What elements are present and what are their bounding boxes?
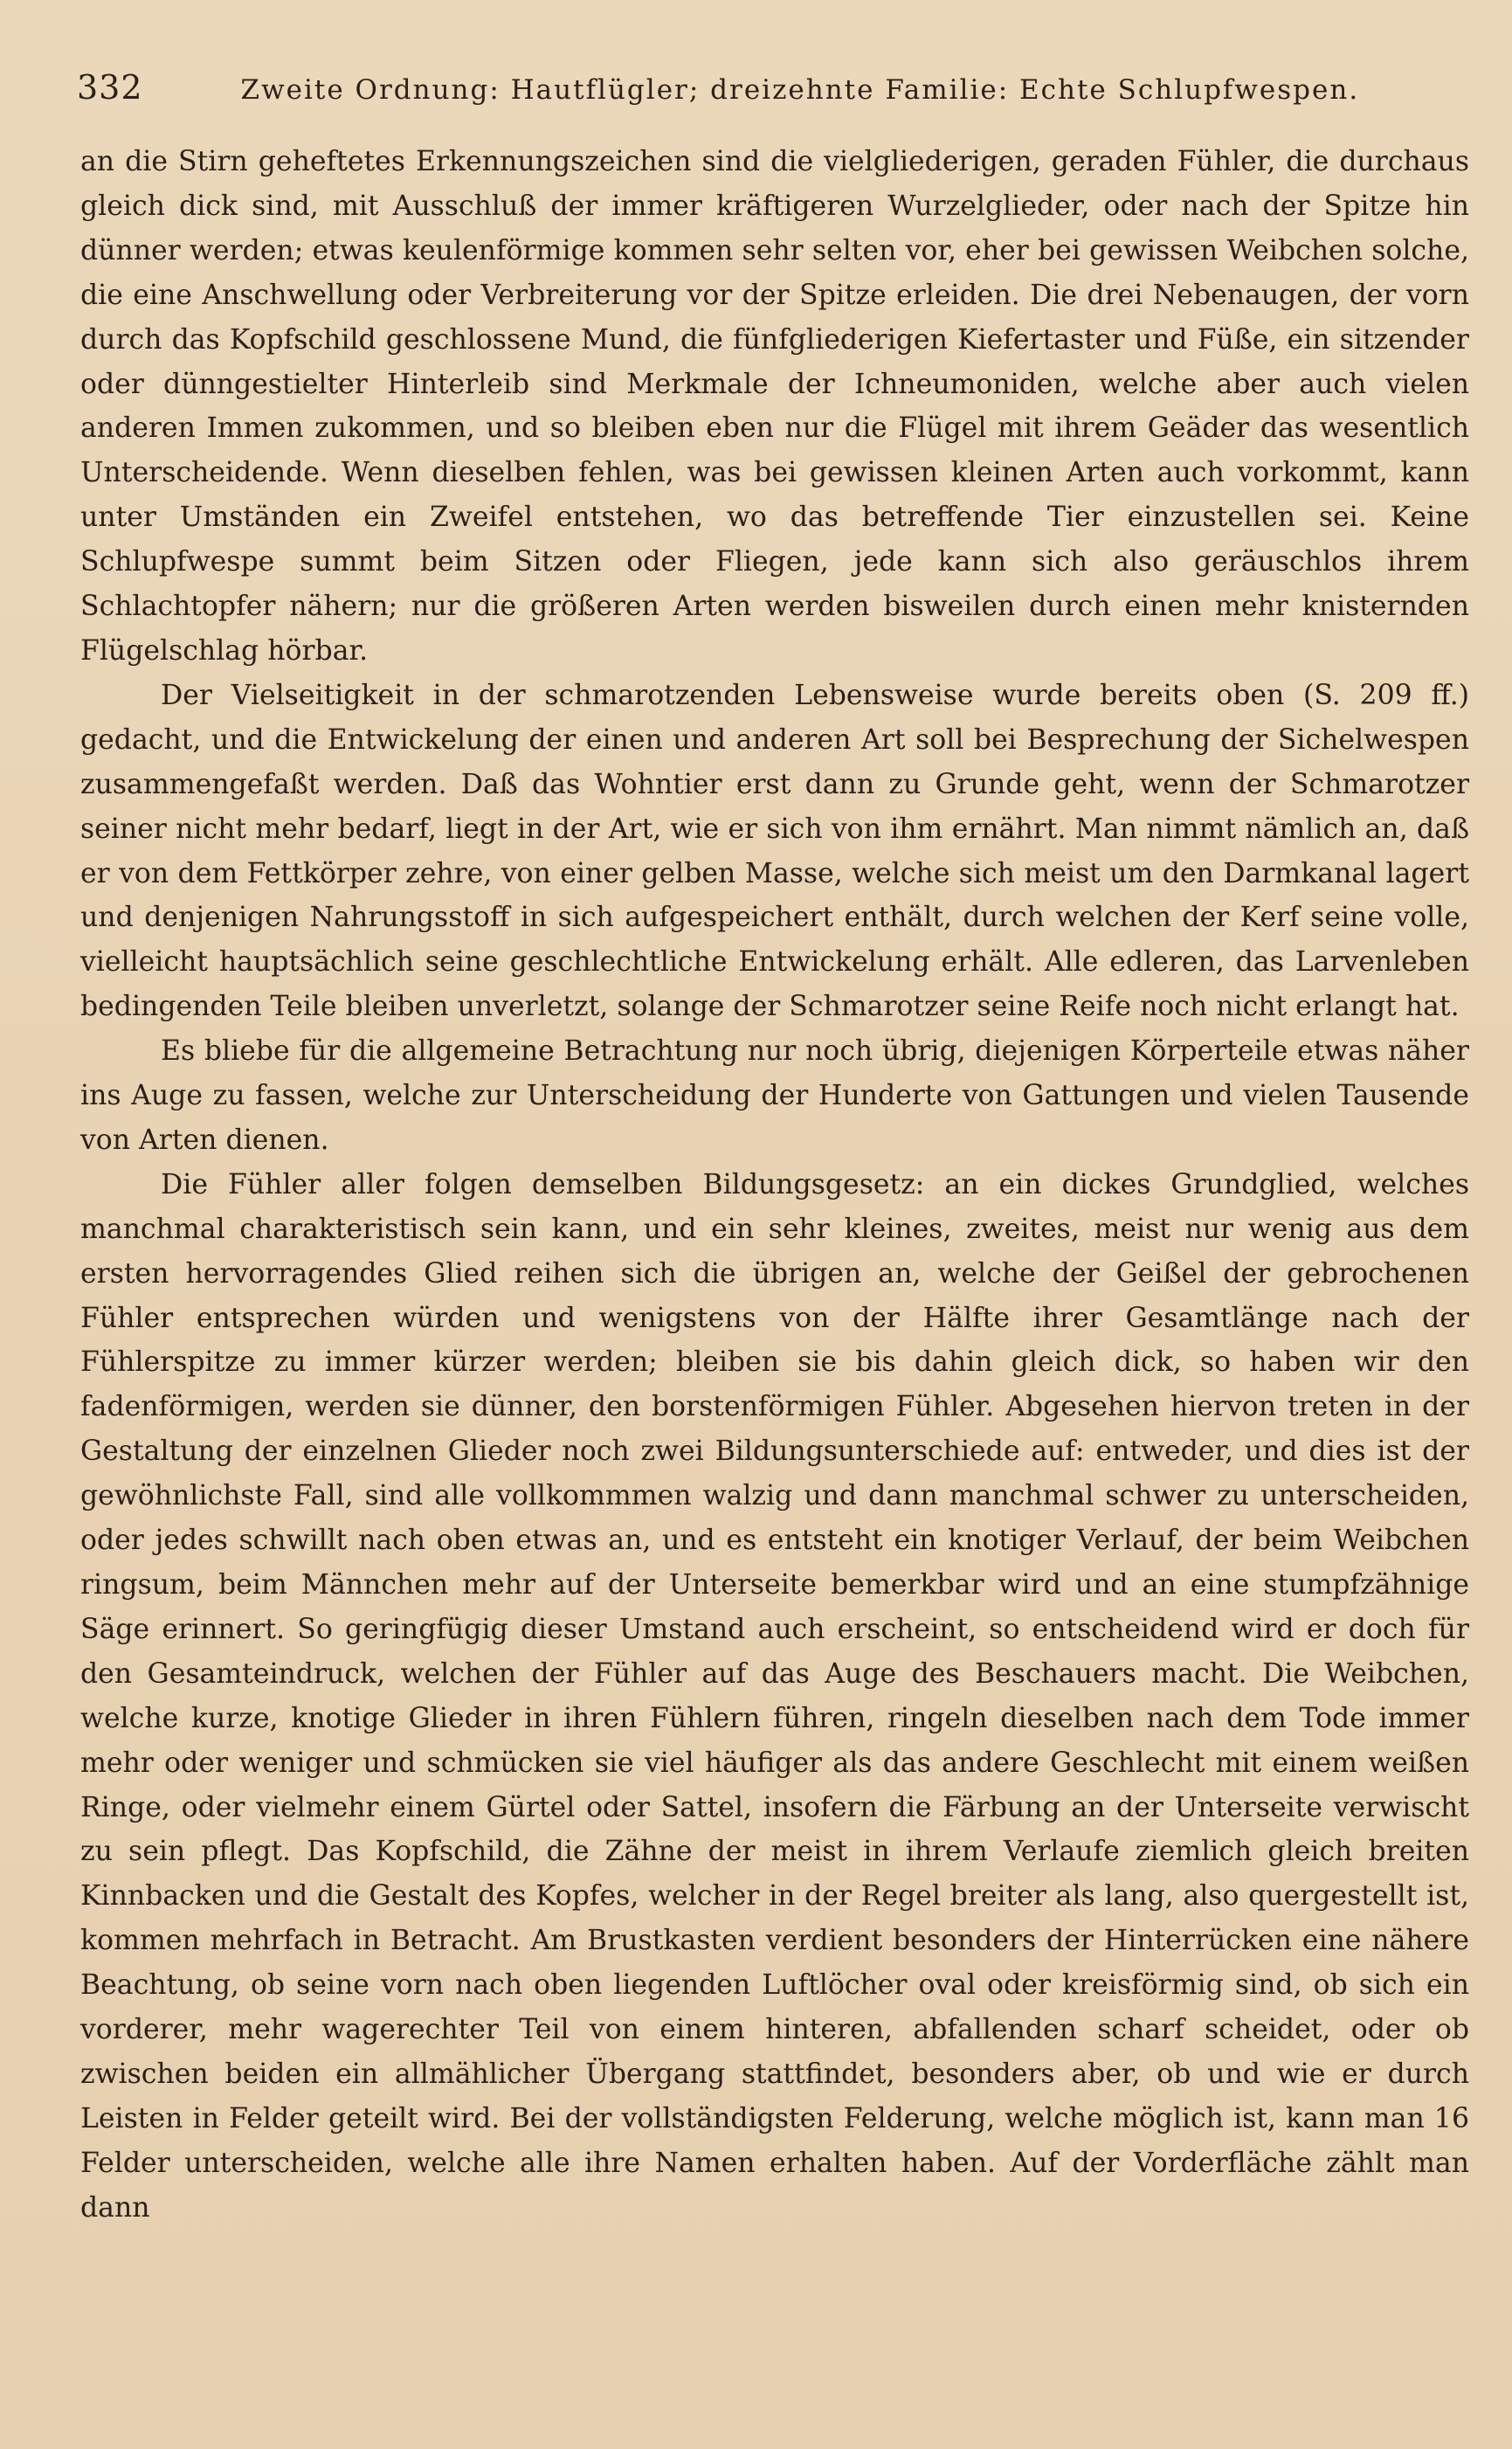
page-number: 332 bbox=[77, 68, 143, 107]
paragraph-continued: an die Stirn geheftetes Erkennungszeichen sind die vielgliederigen, geraden Fühler, die durchaus gleich dick sind, mit Ausschluß der immer kräftigeren Wurzelglieder, oder nach der Spitze hin dünner werden; etwas keulenförmige kommen sehr selten vor, eher bei gewissen Weibchen solche, die eine Anschwellung oder Verbreiterung vor der Spitze erleiden. Die drei Nebenaugen, der vorn durch das Kopfschild geschlossene Mund, die fünfgliederigen Kiefertaster und Füße, ein sitzender oder dünngestielter Hinterleib sind Merkmale der Ichneumoniden, welche aber auch vielen anderen Immen zukommen, und so bleiben eben nur die Flügel mit ihrem Geäder das wesentlich Unterscheidende. Wenn dieselben fehlen, was bei gewissen kleinen Arten auch vorkommt, kann unter Umständen ein Zweifel entstehen, wo das betreffende Tier einzustellen sei. Keine Schlupfwespe summt beim Sitzen oder Fliegen, jede kann sich also geräuschlos ihrem Schlachtopfer nähern; nur die größeren Arten werden bisweilen durch einen mehr knisternden Flügelschlag hörbar. bbox=[80, 146, 1469, 667]
body-text bbox=[80, 140, 1469, 2231]
paragraph: Der Vielseitigkeit in der schmarotzenden Lebensweise wurde bereits oben (S. 209 ff.) gedacht, und die Entwickelung der einen und anderen Art soll bei Besprechung der Sichelwespen zusammengefaßt werden. Daß das Wohntier erst dann zu Grunde geht, wenn der Schmarotzer seiner nicht mehr bedarf, liegt in der Art, wie er sich von ihm ernährt. Man nimmt nämlich an, daß er von dem Fettkörper zehre, von einer gelben Masse, welche sich meist um den Darmkanal lagert und denjenigen Nahrungsstoff in sich aufgespeichert enthält, durch welchen der Kerf seine volle, vielleicht hauptsächlich seine geschlechtliche Entwickelung erhält. Alle edleren, das Larvenleben bedingenden Teile bleiben unverletzt, solange der Schmarotzer seine Reife noch nicht erlangt hat. bbox=[80, 679, 1469, 1023]
page-header bbox=[77, 68, 1466, 117]
running-head: Zweite Ordnung: Hautflügler; dreizehnte Familie: Echte Schlupfwespen. bbox=[240, 74, 1360, 106]
paragraph: Die Fühler aller folgen demselben Bildungsgesetz: an ein dickes Grundglied, welches manchmal charakteristisch sein kann, und ein sehr kleines, zweites, meist nur wenig aus dem ersten hervorragendes Glied reihen sich die übrigen an, welche der Geißel der gebrochenen Fühler entsprechen würden und wenigstens von der Hälfte ihrer Gesamtlänge nach der Fühlerspitze zu immer kürzer werden; bleiben sie bis dahin gleich dick, so haben wir den fadenförmigen, werden sie dünner, den borstenförmigen Fühler. Abgesehen hiervon treten in der Gestaltung der einzelnen Glieder noch zwei Bildungsunterschiede auf: entweder, und dies ist der gewöhnlichste Fall, sind alle vollkommmen walzig und dann manchmal schwer zu unterscheiden, oder jedes schwillt nach oben etwas an, und es entsteht ein knotiger Verlauf, der beim Weibchen ringsum, beim Männchen mehr auf der Unterseite bemerkbar wird und an eine stumpfzähnige Säge erinnert. So geringfügig dieser Umstand auch erscheint, so entscheidend wird er doch für den Gesamteindruck, welchen der Fühler auf das Auge des Beschauers macht. Die Weibchen, welche kurze, knotige Glieder in ihren Fühlern führen, ringeln dieselben nach dem Tode immer mehr oder weniger und schmücken sie viel häufiger als das andere Geschlecht mit einem weißen Ringe, oder vielmehr einem Gürtel oder Sattel, insofern die Färbung an der Unterseite verwischt zu sein pflegt. Das Kopfschild, die Zähne der meist in ihrem Verlaufe ziemlich gleich breiten Kinnbacken und die Gestalt des Kopfes, welcher in der Regel breiter als lang, also quergestellt ist, kommen mehrfach in Betracht. Am Brustkasten verdient besonders der Hinterrücken eine nähere Beachtung, ob seine vorn nach oben liegenden Luftlöcher oval oder kreisförmig sind, ob sich ein vorderer, mehr wagerechter Teil von einem hinteren, abfallenden scharf scheidet, oder ob zwischen beiden ein allmählicher Übergang stattfindet, besonders aber, ob und wie er durch Leisten in Felder geteilt wird. Bei der vollständigsten Felderung, welche möglich ist, kann man 16 Felder unterscheiden, welche alle ihre Namen erhalten haben. Auf der Vorderfläche zählt man dann bbox=[80, 1168, 1469, 2224]
paragraph: Es bliebe für die allgemeine Betrachtung nur noch übrig, diejenigen Körperteile etwas näher ins Auge zu fassen, welche zur Unterscheidung der Hunderte von Gattungen und vielen Tausende von Arten dienen. bbox=[80, 1035, 1469, 1156]
